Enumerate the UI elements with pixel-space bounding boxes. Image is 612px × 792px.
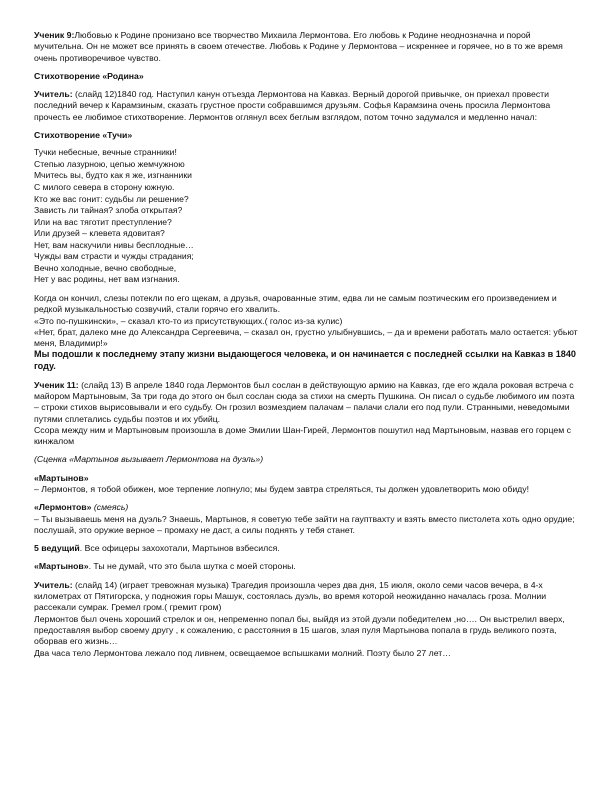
poem-line: Зависть ли тайная? злоба открытая? <box>34 205 183 216</box>
poem-line: Вечно холодные, вечно свободные, <box>34 262 177 273</box>
speaker-label: Ученик 11: <box>34 379 79 390</box>
poem-line: Или друзей – клевета ядовитая? <box>34 228 165 239</box>
poem-line: Степью лазурною, цепью жемчужною <box>34 158 185 169</box>
paragraph-text: (слайд 14) (играет тревожная музыка) Трагедия произошла через два дня, 15 июля, около семи часов вечера, в 4-х километрах от Пятигорска, у подножия горы Машук, состоялась дуэль, во время которой неожиданно началась гроза. Молнии рассекали сумрак. Гремел гром.( гремит гром) <box>34 579 547 613</box>
paragraph-final: Два часа тело Лермонтова лежало под ливнем, освещаемое вспышками молний. Поэту было 27 лет… <box>34 647 451 658</box>
paragraph-text: (слайд 12)1840 год. Наступил канун отъезда Лермонтова на Кавказ. Верный дорогой привычке, он приехал провести последний вечер к Карамзиным, сказать грустное прости собравшимся друзьям. Софья Карамзина очень просила Лермонтова прочесть ее любимое стихотворение. Лермонтов оглянул всех беглым взглядом, потом точно задумался и медленно начал: <box>34 89 551 122</box>
speaker-label: Учитель: <box>34 89 73 100</box>
paragraph-after-poem: Когда он кончил, слезы потекли по его щекам, а друзья, очарованные этим, едва ли не самым поэтическим его произведением и редкой музыкальностью созвучий, стали горячо его хвалить. <box>34 292 557 315</box>
poem-line: С милого севера в сторону южную. <box>34 182 175 193</box>
paragraph-text: . Все офицеры захохотали, Мартынов взбесился. <box>79 543 280 554</box>
paragraph-lermontov-line: – Ты вызываешь меня на дуэль? Знаешь, Мартынов, я советую тебе зайти на гауптвахту и взять вместо пистолета хоть одно орудие; послушай, это оружие верное – промаху не даст, а силы поднять у тебя станет. <box>34 513 575 535</box>
paragraph-quarrel: Ссора между ним и Мартыновым произошла в доме Эмилии Шан-Гирей, Лермонтов пошутил над Мартыновым, назвав его горцем с кинжалом <box>34 424 571 447</box>
paragraph-martynov-line: – Лермонтов, я тобой обижен, мое терпение лопнуло; мы будем завтра стреляться, ты должен удовлетворить мою обиду! <box>34 483 530 494</box>
speaker-lermontov <box>34 502 578 513</box>
stage-note: (смеясь) <box>91 502 129 513</box>
paragraph-text: (слайд 13) В апреле 1840 года Лермонтов был сослан в действующую армию на Кавказ, где его ждала роковая встреча с майором Мартыновым, За три года до этого он был сослан сюда за стихи на смерть Пушкина. Он писал о судьбе любимого им поэта – строки стихов вырисовывали и его судьбу. Он грозил возмездием палачам – палачи слали его под пули. Странными, неведомыми путями сплетались судьбы поэтов и их убийц. <box>34 379 575 424</box>
poem-line: Нет у вас родины, нет вам изгнания. <box>34 274 180 285</box>
speaker-label: «Мартынов» <box>34 561 89 572</box>
poem-tuchi <box>34 147 578 286</box>
paragraph-student9 <box>34 30 578 64</box>
speaker-label: Учитель: <box>34 579 73 590</box>
speaker-label: «Лермонтов» <box>34 502 92 513</box>
speaker-martynov: «Мартынов» <box>34 472 89 483</box>
paragraph-student11 <box>34 380 578 425</box>
stage-direction: (Сценка «Мартынов вызывает Лермонтова на дуэль») <box>34 454 264 465</box>
paragraph-text: . Ты не думай, что это была шутка с моей стороны. <box>88 561 296 572</box>
paragraph-duel-shot: Лермонтов был очень хороший стрелок и он, непременно попал бы, выйдя из этой дуэли победителем ,но…. Он выстрелил вверх, предоставляя выбор своему другу , к сожалению, с расстояния в 15 шагов, злая пуля Мартынова попала в грудь великого поэта, оборвав его жизнь… <box>34 613 565 647</box>
paragraph-text: Любовью к Родине пронизано все творчество Михаила Лермонтова. Его любовь к Родине неоднозначна и порой мучительна. Он не может все принять в своем отечестве. Любовь к Родине у Лермонтова – искреннее и горячее, но в то же время очень противоречивое чувство. <box>34 30 563 63</box>
speaker-label: 5 ведущий <box>34 543 80 554</box>
paragraph-host5 <box>34 543 578 554</box>
paragraph-teacher-slide14 <box>34 580 578 614</box>
paragraph-quote-vladimir: «Нет, брат, далеко мне до Александра Сергеевича, – сказал он, грустно улыбнувшись, – да и времени работать мало остается: убьют меня, Владимир!» <box>34 326 578 349</box>
poem-line: Тучки небесные, вечные странники! <box>34 147 177 158</box>
paragraph-martynov-reply <box>34 561 578 572</box>
poem-line: Или на вас тяготит преступление? <box>34 216 172 227</box>
poem-line: Чужды вам страсти и чужды страдания; <box>34 251 194 262</box>
poem-line: Мчитесь вы, будто как я же, изгнанники <box>34 170 192 181</box>
poem-line: Нет, вам наскучили нивы бесплодные… <box>34 239 194 250</box>
heading-rodina: Стихотворение «Родина» <box>34 70 144 81</box>
heading-tuchi: Стихотворение «Тучи» <box>34 130 133 141</box>
paragraph-quote-pushkin: «Это по-пушкински», – сказал кто-то из присутствующих.( голос из-за кулис) <box>34 315 343 326</box>
paragraph-teacher-slide12 <box>34 89 578 123</box>
poem-line: Кто же вас гонит: судьбы ли решение? <box>34 193 189 204</box>
speaker-label: Ученик 9: <box>34 30 75 40</box>
paragraph-last-exile: Мы подошли к последнему этапу жизни выдающегося человека, и он начинается с последней ссылки на Кавказ в 1840 году. <box>34 349 576 372</box>
